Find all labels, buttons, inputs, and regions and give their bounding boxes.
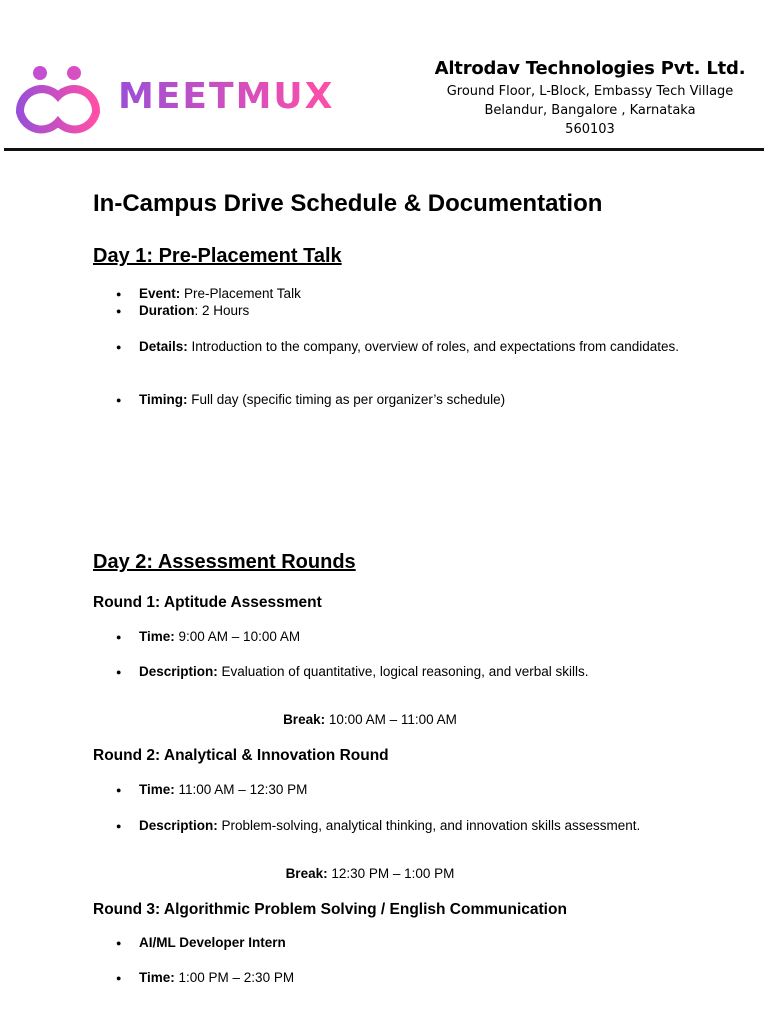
day2-heading: Day 2: Assessment Rounds <box>93 551 356 573</box>
address-line-2: Belandur, Bangalore , Karnataka <box>484 103 696 118</box>
list-item: ● Time: 11:00 AM – 12:30 PM <box>139 781 699 799</box>
list-item: ● Time: 9:00 AM – 10:00 AM <box>139 628 699 646</box>
company-name: Altrodav Technologies Pvt. Ltd. <box>434 58 746 79</box>
page-header <box>0 0 768 152</box>
list-item: ● Time: 1:00 PM – 2:30 PM <box>139 969 699 987</box>
list-item: ● Details: Introduction to the company, overview of roles, and expectations from candidates. <box>139 338 699 356</box>
page-title: In-Campus Drive Schedule & Documentation <box>93 190 603 217</box>
list-item: ● Description: Evaluation of quantitative, logical reasoning, and verbal skills. <box>139 663 699 681</box>
break-1: Break: 10:00 AM – 11:00 AM <box>283 712 457 727</box>
list-item: ● AI/ML Developer Intern <box>139 934 699 952</box>
header-divider <box>4 148 764 151</box>
company-block <box>420 56 760 139</box>
address-line-3: 560103 <box>565 122 615 137</box>
meetmux-logo <box>12 60 342 138</box>
day1-heading: Day 1: Pre-Placement Talk <box>93 245 342 267</box>
address-line-1: Ground Floor, L-Block, Embassy Tech Village <box>446 84 734 99</box>
break-2: Break: 12:30 PM – 1:00 PM <box>285 866 455 881</box>
list-item: ● Description: Problem-solving, analytical thinking, and innovation skills assessment. <box>139 817 699 835</box>
round1-heading: Round 1: Aptitude Assessment <box>93 594 322 611</box>
logo-text: MEETMUX <box>118 76 335 117</box>
list-item: ● Event: Pre-Placement Talk <box>139 285 699 303</box>
list-item: ● Duration: 2 Hours <box>139 302 699 320</box>
list-item: ● Timing: Full day (specific timing as per organizer’s schedule) <box>139 391 699 409</box>
round3-heading: Round 3: Algorithmic Problem Solving / English Communication <box>93 901 567 918</box>
round2-heading: Round 2: Analytical & Innovation Round <box>93 747 389 764</box>
